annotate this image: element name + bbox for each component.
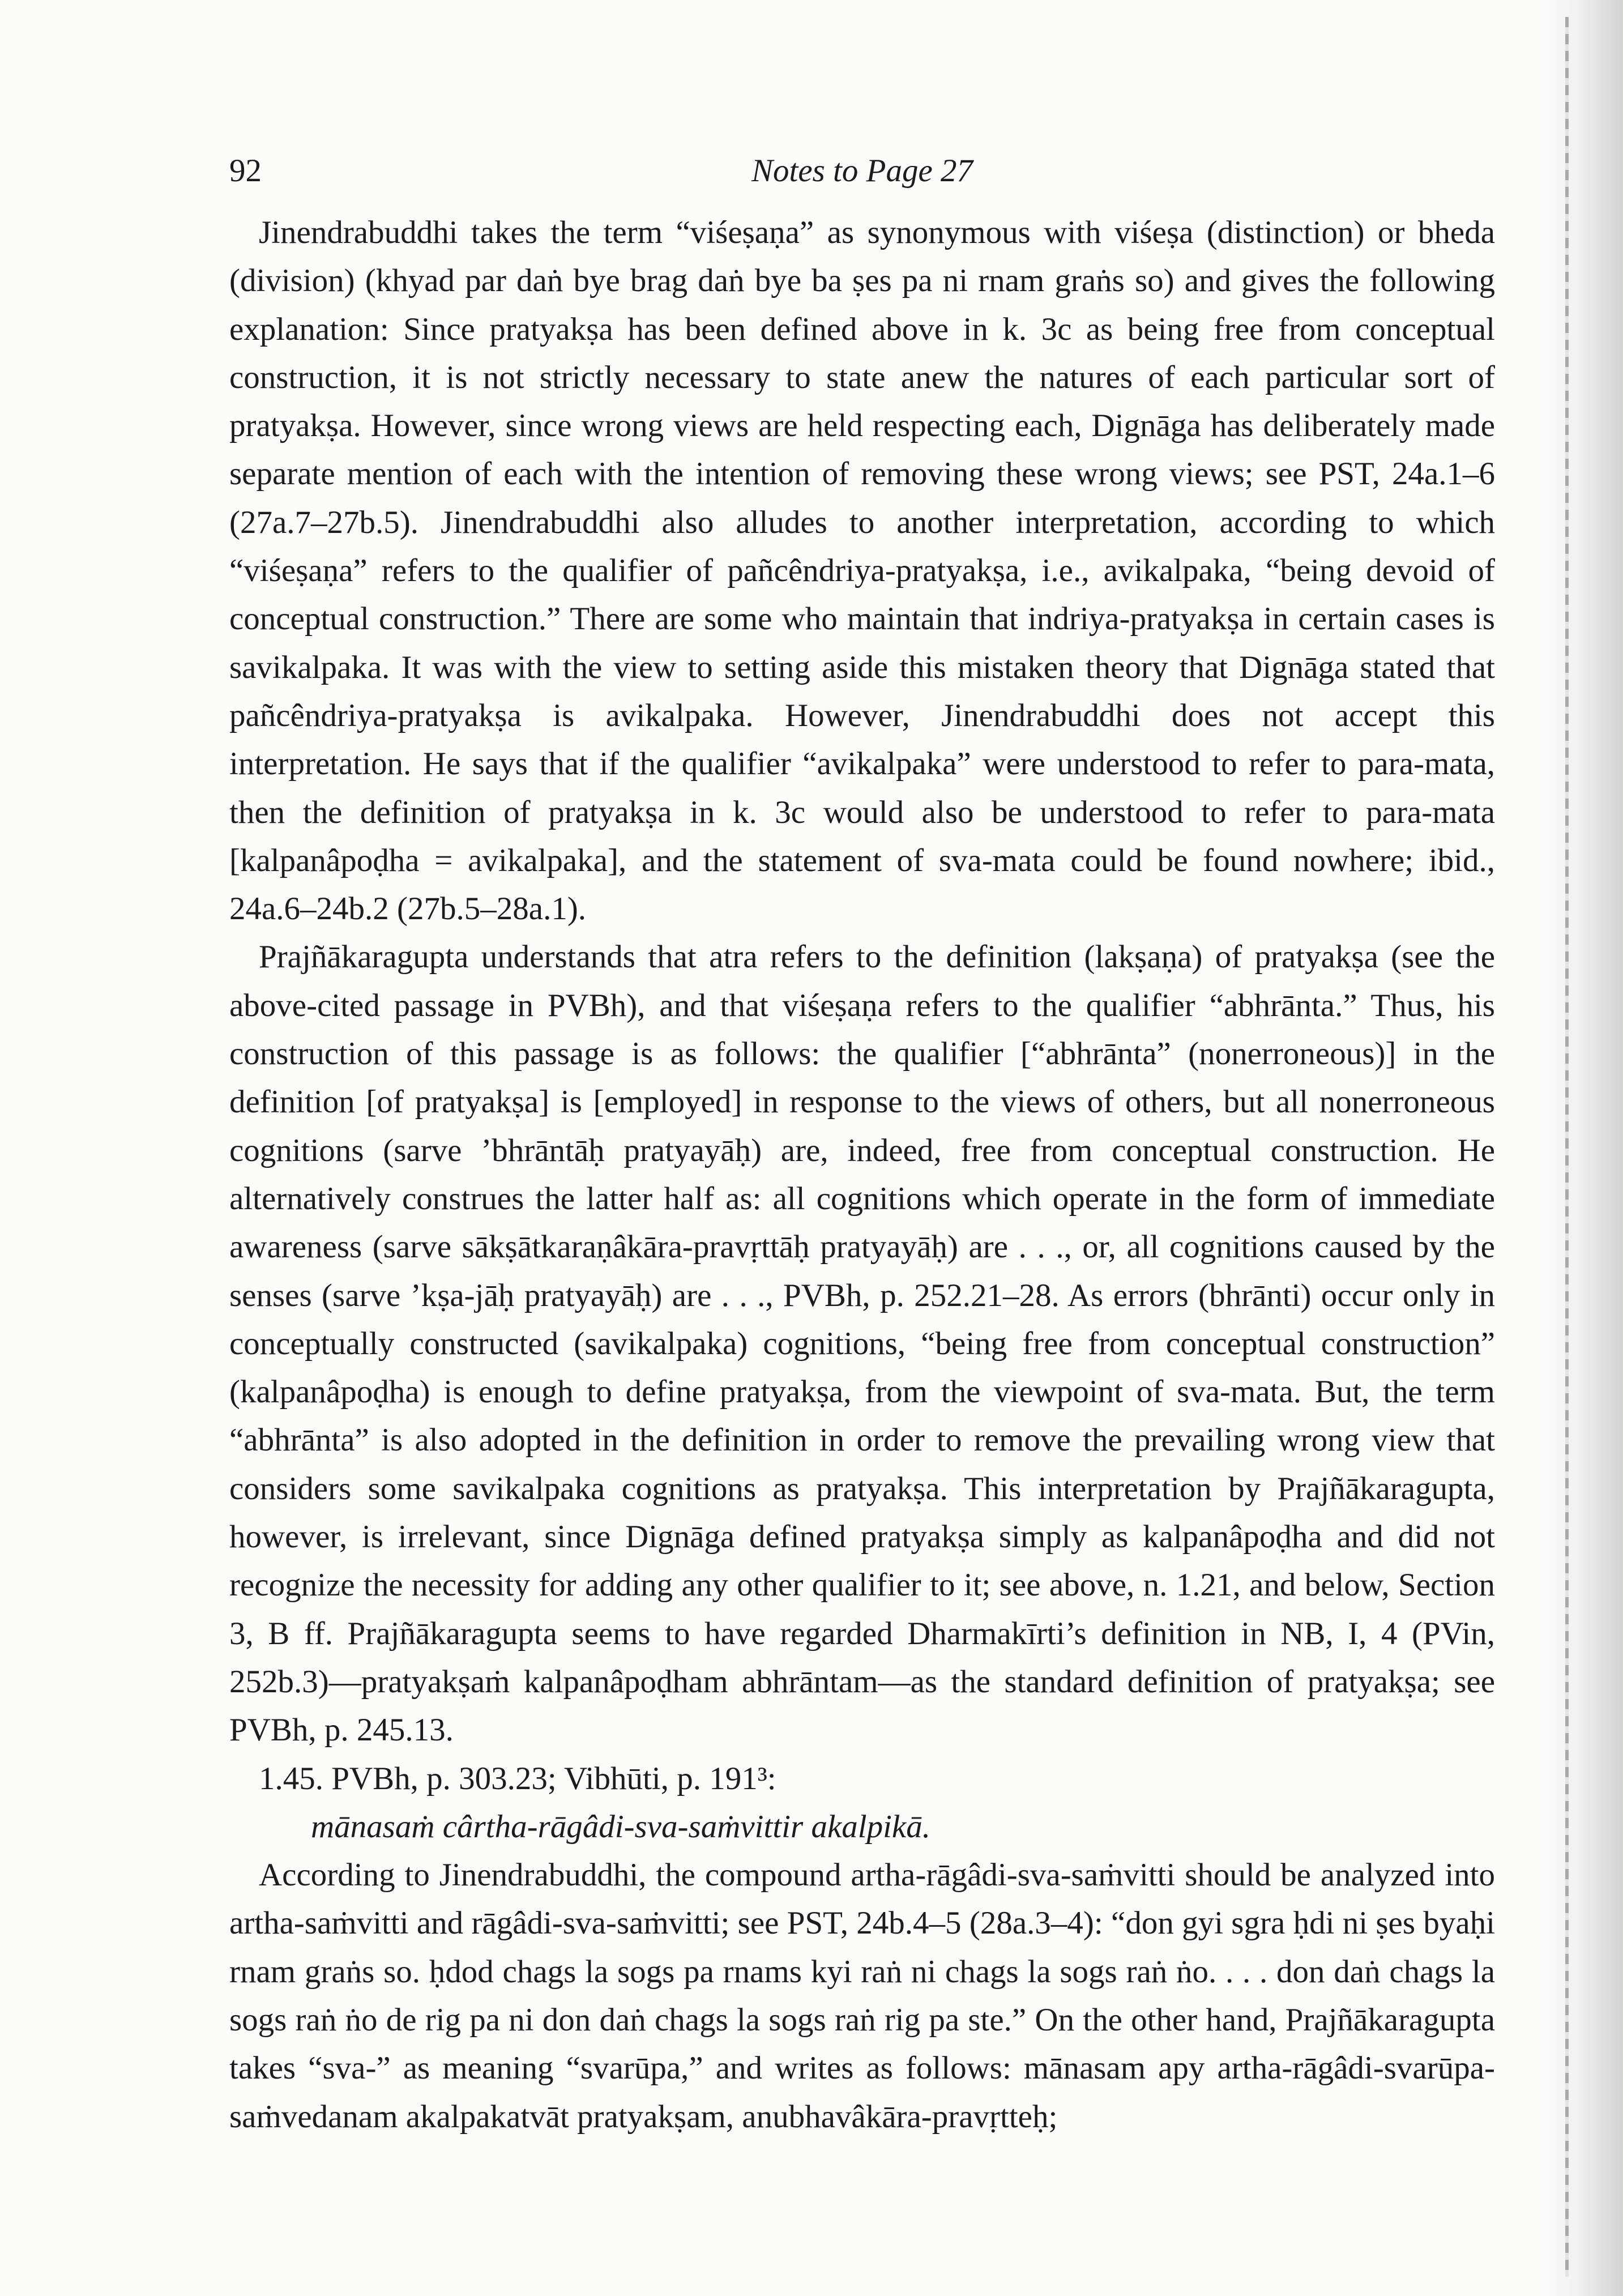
running-head [229,148,1495,194]
paragraph-note-text: According to Jinendrabuddhi, the compound artha-rāgâdi-sva-saṁvitti should be analyzed into artha-saṁvitti and rāgâdi-sva-saṁvitti; see PST, 24b.4–5 (28a.3–4): “don gyi sgra ḥdi ni ṣes byaḥi rnam graṅs so. ḥdod chags la sogs pa rnams kyi raṅ ni chags la sogs raṅ ṅo. . . . don daṅ chags la sogs raṅ ṅo de rig pa ni don daṅ chags la sogs raṅ rig pa ste.” On the other hand, Prajñākaragupta takes “sva-” as meaning “svarūpa,” and writes as follows: mānasam apy artha-rāgâdi-svarūpa-saṁvedanam akalpakatvāt pratyakṣam, anubhavâkāra-pravṛtteḥ; [229,1857,1495,2135]
paragraph-prajnakaragupta: Prajñākaragupta understands that atra refers to the definition (lakṣaṇa) of pratyakṣa (see the above-cited passage in PVBh), and that viśeṣaṇa refers to the qualifier “abhrānta.” Thus, his construction of this passage is as follows: the qualifier [“abhrānta” (nonerroneous)] in the definition [of pratyakṣa] is [employed] in response to the views of others, but all nonerroneous cognitions (sarve ’bhrāntāḥ pratyayāḥ) are, indeed, free from conceptual construction. He alternatively construes the latter half as: all cognitions which operate in the form of immediate awareness (sarve sākṣātkaraṇâkāra-pravṛttāḥ pratyayāḥ) are . . ., or, all cognitions caused by the senses (sarve ’kṣa-jāḥ pratyayāḥ) are . . ., PVBh, p. 252.21–28. As errors (bhrānti) occur only in conceptually constructed (savikalpaka) cognitions, “being free from conceptual construction” (kalpanâpoḍha) is enough to define pratyakṣa, from the viewpoint of sva-mata. But, the term “abhrānta” is also adopted in the definition in order to remove the prevailing wrong view that considers some savikalpaka cognitions as pratyakṣa. This interpretation by Prajñākaragupta, however, is irrelevant, since Dignāga defined pratyakṣa simply as kalpanâpoḍha and did not recognize the necessity for adding any other qualifier to it; see above, n. 1.21, and below, Section 3, B ff. Prajñākaragupta seems to have regarded Dharmakīrti’s definition in NB, I, 4 (PVin, 252b.3)—pratyakṣaṁ kalpanâpoḍham abhrāntam—as the standard definition of pratyakṣa; see PVBh, p. 245.13. [229,939,1495,1748]
paragraph-jinendrabuddhi: Jinendrabuddhi takes the term “viśeṣaṇa” as synonymous with viśeṣa (distinction) or bheda (division) (khyad par daṅ bye brag daṅ bye ba ṣes pa ni rnam graṅs so) and gives the following explanation: Since pratyakṣa has been defined above in k. 3c as being free from conceptual construction, it is not strictly necessary to state anew the natures of each particular sort of pratyakṣa. However, since wrong views are held respecting each, Dignāga has deliberately made separate mention of each with the intention of removing these wrong views; see PST, 24a.1–6 (27a.7–27b.5). Jinendrabuddhi also alludes to another interpretation, according to which “viśeṣaṇa” refers to the qualifier of pañcêndriya-pratyakṣa, i.e., avikalpaka, “being devoid of conceptual construction.” There are some who maintain that indriya-pratyakṣa in certain cases is savikalpaka. It was with the view to setting aside this mistaken theory that Dignāga stated that pañcêndriya-pratyakṣa is avikalpaka. However, Jinendrabuddhi does not accept this interpretation. He says that if the qualifier “avikalpaka” were understood to refer to para-mata, then the definition of pratyakṣa in k. 3c would also be understood to refer to para-mata [kalpanâpoḍha = avikalpaka], and the statement of sva-mata could be found nowhere; ibid., 24a.6–24b.2 (27b.5–28a.1). [229,215,1495,927]
page-body [229,208,1495,2141]
page-number: 92 [229,153,262,189]
note-quotation: mānasaṁ cârtha-rāgâdi-sva-saṁvittir akalpikā. [311,1808,930,1845]
note-reference: 1.45. PVBh, p. 303.23; Vibhūti, p. 191³: [259,1760,776,1796]
scan-shadow [1544,0,1623,2296]
scan-binding-edge [1565,17,1569,2277]
page-title: Notes to Page 27 [751,153,973,189]
